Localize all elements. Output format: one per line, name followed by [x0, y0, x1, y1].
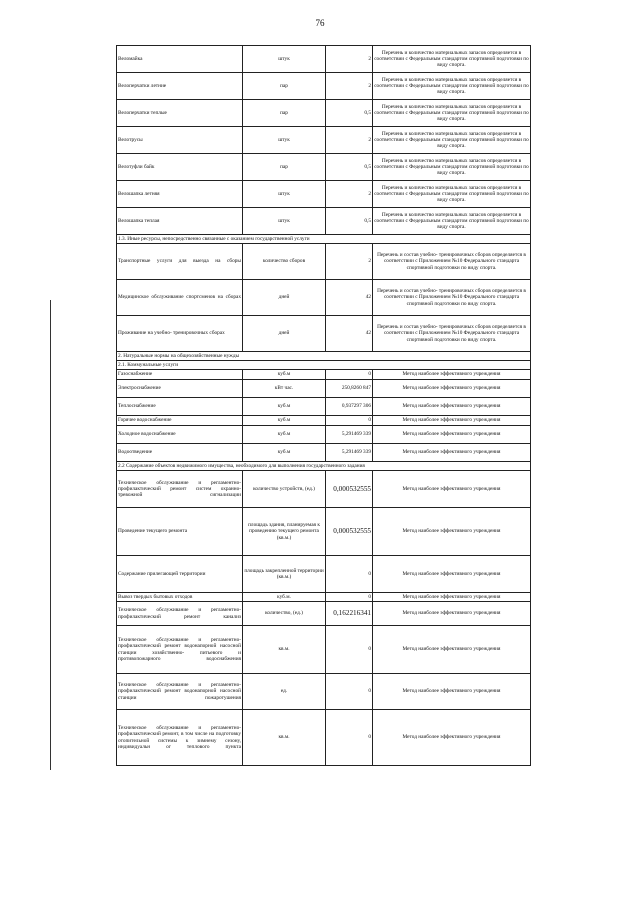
- item-note: Метод наиболее эффективного учреждения: [373, 398, 531, 416]
- item-note: Метод наиболее эффективного учреждения: [373, 380, 531, 398]
- item-note: Перечень и состав учебно- тренировочных сборов определяется в соответствии с Приложением №10 Федерального стандарта спортивной подготовки по виду спорта.: [373, 244, 531, 280]
- item-qty: 0: [326, 674, 373, 710]
- item-note: Метод наиболее эффективного учреждения: [373, 593, 531, 602]
- item-note: Метод наиболее эффективного учреждения: [373, 710, 531, 766]
- table-row: [117, 208, 531, 235]
- item-name: Велоперчатки теплые: [117, 100, 243, 127]
- item-qty: 0: [326, 710, 373, 766]
- table-row: [117, 444, 531, 462]
- table-row: [117, 593, 531, 602]
- item-unit: пар: [243, 73, 326, 100]
- item-qty: 2: [326, 127, 373, 154]
- section-heading: 2.1. Коммунальные услуги: [117, 361, 531, 370]
- item-unit: кв.м.: [243, 710, 326, 766]
- item-name: Велошапка летняя: [117, 181, 243, 208]
- item-unit: штук: [243, 46, 326, 73]
- item-qty: 0,162216341: [326, 602, 373, 626]
- item-qty: 250,8260 847: [326, 380, 373, 398]
- item-name: Теплоснабжение: [117, 398, 243, 416]
- table-row: [117, 280, 531, 316]
- item-note: Метод наиболее эффективного учреждения: [373, 674, 531, 710]
- table-row: [117, 127, 531, 154]
- item-name: Проведение текущего ремонта: [117, 508, 243, 556]
- item-note: Перечень и состав учебно- тренировочных сборов определяется в соответствии с Приложением №10 Федерального стандарта спортивной подготовки по виду спорта.: [373, 280, 531, 316]
- table-row: [117, 710, 531, 766]
- item-unit: дней: [243, 316, 326, 352]
- item-unit: пар: [243, 100, 326, 127]
- norms-table: [116, 45, 531, 766]
- item-unit: куб.м: [243, 416, 326, 426]
- item-qty: 5,291469 339: [326, 444, 373, 462]
- item-qty: 0: [326, 556, 373, 593]
- item-unit: штук: [243, 127, 326, 154]
- item-qty: 0: [326, 593, 373, 602]
- table-row: [117, 471, 531, 508]
- item-note: Метод наиболее эффективного учреждения: [373, 370, 531, 380]
- item-unit: количество сборов: [243, 244, 326, 280]
- table-row: [117, 244, 531, 280]
- item-note: Перечень и количество материальных запасов определяется в соответствии с Федеральным стандартом спортивной подготовки по виду спорта.: [373, 154, 531, 181]
- item-note: Метод наиболее эффективного учреждения: [373, 556, 531, 593]
- item-qty: 2: [326, 73, 373, 100]
- item-qty: 42: [326, 280, 373, 316]
- item-name: Горячее водоснабжение: [117, 416, 243, 426]
- table-row: [117, 154, 531, 181]
- section-heading: 2.2 Содержание объектов недвижимого имущества, необходимого для выполнения государственного задания: [117, 462, 531, 471]
- item-qty: 0,000532555: [326, 508, 373, 556]
- item-unit: куб.м: [243, 426, 326, 444]
- item-qty: 0: [326, 416, 373, 426]
- item-unit: штук: [243, 181, 326, 208]
- item-qty: 0,5: [326, 154, 373, 181]
- item-note: Перечень и количество материальных запасов определяется в соответствии с Федеральным стандартом спортивной подготовки по виду спорта.: [373, 73, 531, 100]
- item-name: Велотуфли байк: [117, 154, 243, 181]
- table-row: [117, 626, 531, 674]
- table-row: [117, 100, 531, 127]
- table-row: [117, 416, 531, 426]
- item-qty: 0: [326, 370, 373, 380]
- table-row: [117, 508, 531, 556]
- item-qty: 0: [326, 626, 373, 674]
- item-unit: куб.м: [243, 370, 326, 380]
- item-unit: куб.м: [243, 444, 326, 462]
- item-name: Техническое обслуживание и регламентно- профилактический ремонт, в том числе на подготовку отопительной системы к зимнему сезону, индивидуальн ог теплового пункта: [117, 710, 243, 766]
- item-note: Метод наиболее эффективного учреждения: [373, 602, 531, 626]
- item-unit: дней: [243, 280, 326, 316]
- item-note: Метод наиболее эффективного учреждения: [373, 426, 531, 444]
- item-name: Проживание на учебно- тренировочных сборах: [117, 316, 243, 352]
- item-qty: 2: [326, 46, 373, 73]
- table-row: [117, 556, 531, 593]
- table-row: [117, 46, 531, 73]
- section-row: [117, 462, 531, 471]
- item-note: Перечень и количество материальных запасов определяется в соответствии с Федеральным стандартом спортивной подготовки по виду спорта.: [373, 100, 531, 127]
- item-name: Техническое обслуживание и регламентно- профилактический ремонт канализ: [117, 602, 243, 626]
- item-qty: 2: [326, 244, 373, 280]
- margin-line: [50, 300, 51, 770]
- item-unit: кВт час.: [243, 380, 326, 398]
- item-name: Техническое обслуживание и регламентно- профилактический ремонт систем охранно- тревожной сигнализации: [117, 471, 243, 508]
- item-note: Метод наиболее эффективного учреждения: [373, 471, 531, 508]
- item-name: Велотрусы: [117, 127, 243, 154]
- page-number: 76: [315, 18, 325, 28]
- item-name: Велошапка теплая: [117, 208, 243, 235]
- item-qty: 0,937297 306: [326, 398, 373, 416]
- item-note: Метод наиболее эффективного учреждения: [373, 508, 531, 556]
- table-row: [117, 181, 531, 208]
- item-unit: штук: [243, 208, 326, 235]
- table-row: [117, 674, 531, 710]
- item-qty: 5,291469 339: [326, 426, 373, 444]
- item-note: Метод наиболее эффективного учреждения: [373, 444, 531, 462]
- table-row: [117, 380, 531, 398]
- item-unit: ед.: [243, 674, 326, 710]
- item-name: Техническое обслуживание и регламентно- профилактический ремонт водонапорной насосной станции пожаротушения: [117, 674, 243, 710]
- item-note: Метод наиболее эффективного учреждения: [373, 416, 531, 426]
- item-name: Содержание прилегающей территории: [117, 556, 243, 593]
- item-note: Перечень и количество материальных запасов определяется в соответствии с Федеральным стандартом спортивной подготовки по виду спорта.: [373, 181, 531, 208]
- item-name: Холодное водоснабжение: [117, 426, 243, 444]
- table-row: [117, 370, 531, 380]
- item-note: Перечень и количество материальных запасов определяется в соответствии с Федеральным стандартом спортивной подготовки по виду спорта.: [373, 208, 531, 235]
- item-name: Водоотведение: [117, 444, 243, 462]
- item-qty: 0,000532555: [326, 471, 373, 508]
- table-row: [117, 426, 531, 444]
- item-name: Транспортные услуги для выезда на сборы: [117, 244, 243, 280]
- item-unit: куб.м: [243, 398, 326, 416]
- table-row: [117, 316, 531, 352]
- item-unit: количество, (ед.): [243, 602, 326, 626]
- item-name: Техническое обслуживание и регламентно- профилактический ремонт водонапорной насосной станции хозяйственно- питьевого и противопожарного водоснабжения: [117, 626, 243, 674]
- item-note: Перечень и состав учебно- тренировочных сборов определяется в соответствии с Приложением №10 Федерального стандарта спортивной подготовки по виду спорта.: [373, 316, 531, 352]
- item-name: Газоснабжение: [117, 370, 243, 380]
- item-unit: куб.м.: [243, 593, 326, 602]
- item-name: Веломайка: [117, 46, 243, 73]
- item-note: Метод наиболее эффективного учреждения: [373, 626, 531, 674]
- item-unit: площадь закрепленной территории (кв.м.): [243, 556, 326, 593]
- table-row: [117, 398, 531, 416]
- section-heading: 1.3. Иные ресурсы, непосредственно связанные с оказанием государственной услуги: [117, 235, 531, 244]
- item-qty: 0,5: [326, 100, 373, 127]
- table-row: [117, 602, 531, 626]
- item-name: Электроснабжение: [117, 380, 243, 398]
- section-row: [117, 352, 531, 361]
- item-name: Велоперчатки летние: [117, 73, 243, 100]
- item-name: Вывоз твердых бытовых отходов: [117, 593, 243, 602]
- section-row: [117, 361, 531, 370]
- item-qty: 2: [326, 181, 373, 208]
- item-qty: 0,5: [326, 208, 373, 235]
- item-unit: количество устройств, (ед.): [243, 471, 326, 508]
- item-unit: пар: [243, 154, 326, 181]
- item-note: Перечень и количество материальных запасов определяется в соответствии с Федеральным стандартом спортивной подготовки по виду спорта.: [373, 46, 531, 73]
- section-heading: 2. Натуральные нормы на общехозяйственные нужды: [117, 352, 531, 361]
- item-unit: кв.м.: [243, 626, 326, 674]
- item-name: Медицинское обслуживание спортсменов на сборах: [117, 280, 243, 316]
- item-qty: 42: [326, 316, 373, 352]
- item-unit: площадь здания, планируемая к проведению текущего ремонта (кв.м.): [243, 508, 326, 556]
- table-row: [117, 73, 531, 100]
- item-note: Перечень и количество материальных запасов определяется в соответствии с Федеральным стандартом спортивной подготовки по виду спорта.: [373, 127, 531, 154]
- section-row: [117, 235, 531, 244]
